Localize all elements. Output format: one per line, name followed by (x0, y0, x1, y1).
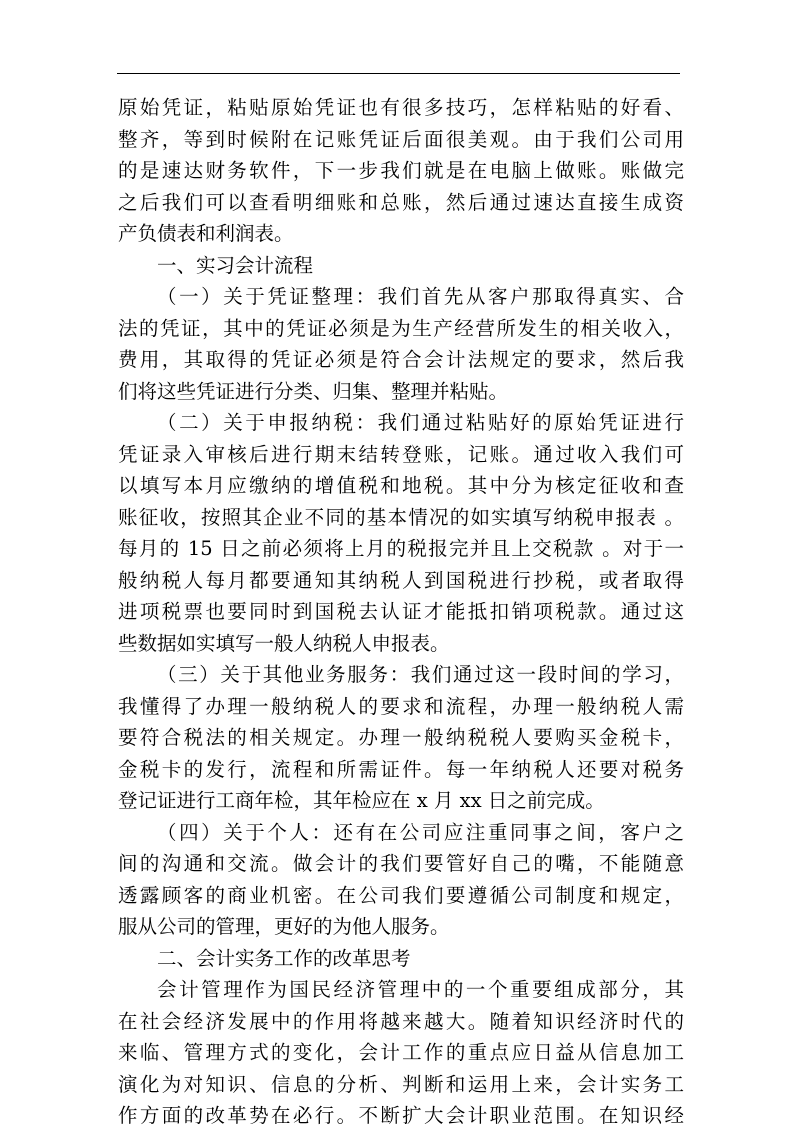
paragraph-section-1-2 (118, 407, 684, 659)
text-line: 来临、管理方式的变化，会计工作的重点应日益从信息加工 (118, 1041, 684, 1064)
text-line: 产负债表和利润表。 (118, 222, 294, 245)
text-line: 服从公司的管理，更好的为他人服务。 (118, 915, 450, 938)
text-line: 以填写本月应缴纳的增值税和地税。其中分为核定征收和查 (118, 474, 684, 497)
text-line: 透露顾客的商业机密。在公司我们要遵循公司制度和规定， (118, 883, 684, 907)
text-line: （一）关于凭证整理：我们首先从客户那取得真实、合 (157, 285, 684, 308)
text-line: 们将这些凭证进行分类、归集、整理并粘贴。 (118, 379, 509, 403)
text-line: 整齐，等到时候附在记账凭证后面很美观。由于我们公司用 (118, 127, 684, 151)
text-line: （三）关于其他业务服务：我们通过这一段时间的学习， (157, 663, 684, 686)
text-line: 之后我们可以查看明细账和总账，然后通过速达直接生成资 (118, 190, 684, 214)
text-line: 登记证进行工商年检，其年检应在 x 月 xx 日之前完成。 (118, 789, 605, 812)
text-line: 的是速达财务软件，下一步我们就是在电脑上做账。账做完 (118, 159, 684, 182)
document-body (118, 92, 684, 1132)
text-line: 在社会经济发展中的作用将越来越大。随着知识经济时代的 (118, 1009, 684, 1033)
text-line: 一、实习会计流程 (157, 253, 314, 277)
text-line: 要符合税法的相关规定。办理一般纳税税人要购买金税卡， (118, 726, 684, 749)
text-line: 费用，其取得的凭证必须是符合会计法规定的要求，然后我 (118, 348, 684, 371)
paragraph-intro-continuation (118, 92, 684, 250)
paragraph-section-2-body (118, 974, 684, 1132)
text-line: 进项税票也要同时到国税去认证才能抵扣销项税款。通过这 (118, 600, 684, 623)
text-line: （二）关于申报纳税：我们通过粘贴好的原始凭证进行 (157, 411, 684, 434)
text-line: 间的沟通和交流。做会计的我们要管好自己的嘴，不能随意 (118, 852, 684, 875)
paragraph-section-1-1 (118, 281, 684, 407)
text-line: 会计管理作为国民经济管理中的一个重要组成部分，其 (157, 978, 684, 1001)
paragraph-section-1-4 (118, 817, 684, 943)
text-line: 二、会计实务工作的改革思考 (157, 946, 411, 970)
text-line: （四）关于个人：还有在公司应注重同事之间，客户之 (157, 820, 684, 844)
header-rule (117, 73, 680, 74)
text-line: 般纳税人每月都要通知其纳税人到国税进行抄税，或者取得 (118, 568, 684, 592)
text-line: 演化为对知识、信息的分析、判断和运用上来，会计实务工 (118, 1072, 684, 1096)
text-line: 原始凭证，粘贴原始凭证也有很多技巧，怎样粘贴的好看、 (118, 96, 684, 119)
text-line: 作方面的改革势在必行。不断扩大会计职业范围。在知识经 (118, 1104, 684, 1127)
text-line: 些数据如实填写一般人纳税人申报表。 (118, 631, 450, 655)
paragraph-heading-1 (118, 250, 684, 282)
paragraph-section-1-3 (118, 659, 684, 817)
text-line: 法的凭证，其中的凭证必须是为生产经营所发生的相关收入， (118, 316, 684, 340)
text-line: 账征收，按照其企业不同的基本情况的如实填写纳税申报表 。 (118, 505, 684, 529)
text-line: 每月的 15 日之前必须将上月的税报完并且上交税款 。对于一 (118, 537, 684, 560)
paragraph-heading-2 (118, 943, 684, 975)
text-line: 金税卡的发行，流程和所需证件。每一年纳税人还要对税务 (118, 757, 684, 781)
text-line: 凭证录入审核后进行期末结转登账，记账。通过收入我们可 (118, 442, 684, 466)
text-line: 我懂得了办理一般纳税人的要求和流程，办理一般纳税人需 (118, 694, 684, 718)
